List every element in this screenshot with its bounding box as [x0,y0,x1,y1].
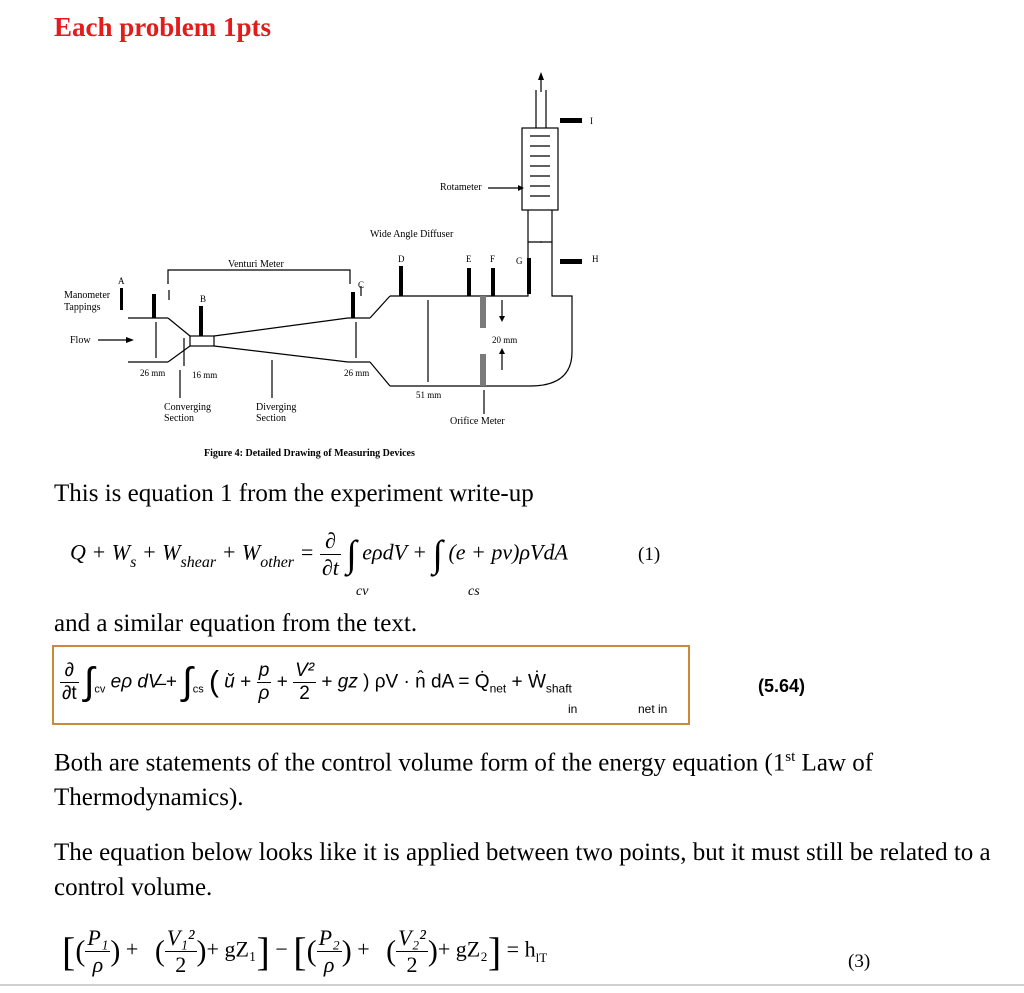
eq1-plus: + [91,539,107,565]
eq1-equals: = [299,539,315,565]
paragraph-two-points: The equation below looks like it is applied between two points, but it must still be related to a control volume. [54,839,991,901]
eq564-limit-cv: cv [94,683,106,696]
p3-superscript: st [785,749,796,765]
eq564-plus: + [276,671,288,693]
eq564-partial-frac: $\frac{\partial}{\partial t}$ [62,660,77,704]
p3-text-end: Law of Thermodynamics). [54,749,874,812]
label-rotameter: Rotameter [440,182,482,193]
point-i: I [590,116,593,126]
dim-26mm-inlet: 26 mm [140,368,166,378]
point-f: F [490,254,496,264]
label-converging: Converging [164,402,212,413]
label-diverging-section: Section [256,413,286,424]
equation-5-64-number: (5.64) [758,676,806,696]
dim-20mm: 20 mm [492,335,518,345]
eq564-under-in: in [568,702,578,716]
eq3-sub-lt: lT [535,949,548,965]
eq1-sub-other: other [260,553,295,571]
point-h: H [592,254,599,264]
eq1-w: W [241,539,261,565]
eq3-plus: + [125,936,139,962]
eq3-p1-over-rho: $\frac{\text{P₁}}{\rho}$ [87,925,109,977]
point-b: B [200,294,207,304]
label-flow: Flow [70,335,91,346]
eq3-equals: = h [506,936,536,962]
eq3-p2-over-rho: $\frac{\text{P₂}}{\rho}$ [318,925,340,977]
eq564-flux-term: ) ρV · n̂ dA = [363,671,470,693]
eq564-integral-cs: ∫ [182,661,193,703]
eq564-sub-shaft: shaft [545,681,572,696]
eq1-integral-cv: ∫ [346,533,357,576]
label-venturi-meter: Venturi Meter [228,259,284,270]
eq564-gz: gz [337,671,358,693]
equation-1-number: (1) [638,544,661,565]
point-e: E [466,254,472,264]
eq1-term-cs: (e + pv)ρVdA [448,539,568,565]
equation-3: [( $\frac{\text{P₁}}{\rho}$ ) + ( $\frac{\text{V₁²}}{2}$ )+ gZ₁] − [( $\frac{\text{P₂}}{\rho}$ ) + ( $\frac{\text{V₂²}}{2}$ )+ $gZ_2] = h_{lT}$ [62,925,548,977]
eq564-v2-over-2: $\frac{\text{V²}}{2}$ [295,660,315,704]
eq1-limit-cv: cv [356,584,369,599]
point-d: D [398,254,405,264]
eq3-gz1: + gZ₁ [206,936,257,962]
eq564-u: ŭ [224,671,235,693]
paragraph-energy-equation [54,740,1004,815]
eq1-partial-frac: $\frac{\partial}{\partial t}$ [321,528,339,580]
eq3-v1-over-2: $\frac{\text{V₁²}}{2}$ [166,925,195,977]
label-tappings: Tappings [64,302,101,313]
label-diverging: Diverging [256,402,297,413]
page-title: Each problem 1pts [54,12,272,42]
eq3-gz2: + gZ₂ [437,936,488,962]
dim-51mm: 51 mm [416,390,442,400]
eq1-integral-cs: ∫ [432,533,443,576]
eq1-plus: + [412,539,428,565]
paragraph-text-equation-intro: and a similar equation from the text. [54,610,418,637]
figure-caption: Figure 4: Detailed Drawing of Measuring Devices [204,448,415,459]
point-c: C [358,280,365,290]
eq1-plus: + [221,539,237,565]
eq1-limit-cs: cs [468,584,480,599]
label-wide-angle-diffuser: Wide Angle Diffuser [370,229,454,240]
eq1-w: W [111,539,131,565]
eq564-plus: + [165,671,178,693]
eq564-limit-cs: cs [192,683,204,696]
eq564-plus: + [240,671,252,693]
eq1-q: Q [70,539,86,565]
label-converging-section: Section [164,413,194,424]
eq3-v2-over-2: $\frac{\text{V₂²}}{2}$ [398,925,426,977]
point-g: G [516,256,523,266]
eq564-plus: + [511,671,523,693]
dim-16mm: 16 mm [192,370,218,380]
eq564-term-cv: eρ dV̶ [110,671,161,693]
eq564-open-paren: ( [209,665,219,699]
eq564-p-over-rho: $\frac{p}{\rho}$ [258,660,270,704]
eq3-plus: + [357,936,370,962]
eq564-q-dot: Q̇ [474,671,490,693]
paragraph-equation-1-intro: This is equation 1 from the experiment write-up [54,480,534,507]
p3-text: Both are statements of the control volume form of the energy equation (1 [54,749,786,777]
eq564-sub-net: net [489,681,507,696]
equation-5-64 [60,660,572,705]
eq1-sub-shear: shear [180,553,217,571]
dim-26mm-outlet: 26 mm [344,368,370,378]
label-manometer: Manometer [64,290,111,301]
eq564-integral-cv: ∫ [83,661,95,703]
eq1-term-cv: eρdV [362,539,407,565]
equation-1 [70,528,568,599]
eq564-under-net-in: net in [638,702,668,716]
eq1-w: W [162,539,181,565]
point-a: A [118,276,125,286]
measuring-devices-figure [0,60,720,465]
eq1-sub-s: s [130,553,137,571]
eq1-plus: + [141,539,157,565]
eq3-minus: − [275,936,288,962]
label-orifice-meter: Orifice Meter [450,416,505,427]
page-bottom-divider [0,984,1024,986]
eq564-w-dot: Ẇ [527,671,546,693]
eq564-plus: + [321,671,333,693]
equation-3-number: (3) [848,951,871,972]
